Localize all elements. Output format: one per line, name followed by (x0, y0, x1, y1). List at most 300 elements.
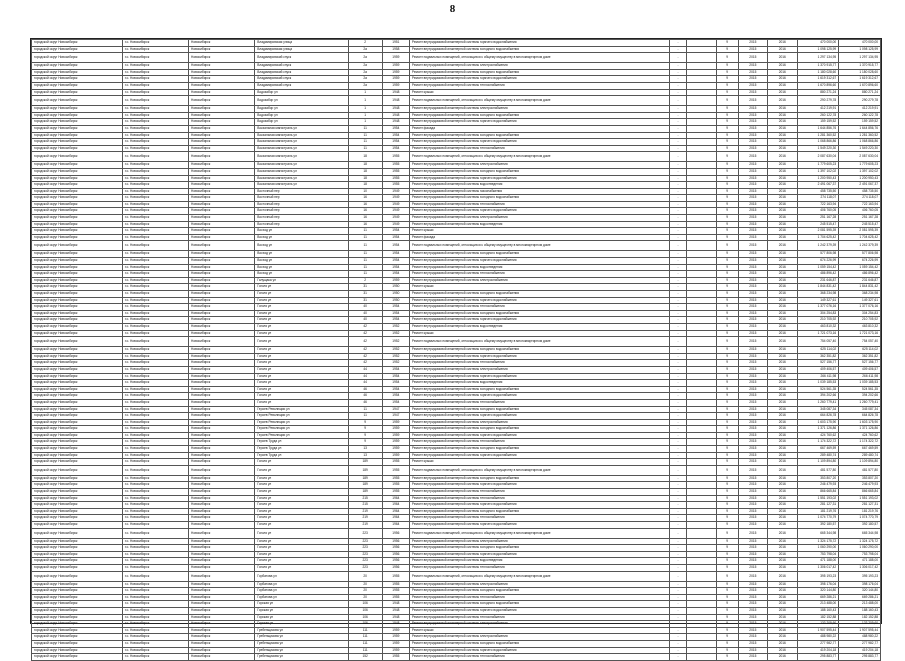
house-number-cell: 18 (348, 182, 382, 189)
start-year-cell: 2015 (738, 366, 767, 373)
dash-cell: - (669, 571, 686, 581)
table-row (32, 380, 881, 387)
count-cell: 9 (716, 125, 738, 132)
cost-total-cell: 1 377 076,16 (839, 304, 881, 311)
table-row (32, 459, 881, 466)
district-cell: городской округ Новосибирск (32, 459, 123, 466)
street-cell: Водозабор ул (255, 96, 348, 106)
cost-total-cell: 182 152,88 (839, 614, 881, 621)
build-year-cell: 1956 (382, 558, 409, 565)
dash-cell: - (669, 337, 686, 347)
district-cell: городской округ Новосибирск (32, 413, 123, 420)
locality-cell: Новосибирск (189, 195, 255, 202)
city-cell: г.о. Новосибирск (122, 317, 188, 324)
blank-cell (687, 234, 716, 241)
cost-total-cell: 471 188,00 (839, 558, 881, 565)
table-row (32, 347, 881, 354)
blank-cell (687, 399, 716, 406)
build-year-cell: 1956 (382, 551, 409, 558)
count-cell: 9 (716, 132, 738, 139)
count-cell: 9 (716, 508, 738, 515)
count-cell: 9 (716, 175, 738, 182)
locality-cell: Новосибирск (189, 347, 255, 354)
cost-cell: 133 209,60 (797, 621, 839, 628)
count-cell: 9 (716, 621, 738, 628)
table-row (32, 162, 881, 169)
cost-total-cell: 1 644 856,76 (839, 125, 881, 132)
city-cell: г.о. Новосибирск (122, 426, 188, 433)
district-cell: городской округ Новосибирск (32, 634, 123, 641)
start-year-cell: 2015 (738, 152, 767, 162)
build-year-cell: 1956 (382, 545, 409, 552)
street-cell: Гоголя ул (255, 386, 348, 393)
cost-total-cell: 266 411,98 (839, 373, 881, 380)
count-cell: 9 (716, 588, 738, 595)
work-type-cell: Ремонт внутридомовой инженерной системы холодного водоснабжения (409, 168, 669, 175)
district-cell: городской округ Новосибирск (32, 373, 123, 380)
blank-cell (687, 277, 716, 284)
count-cell: 9 (716, 446, 738, 453)
blank-cell (687, 119, 716, 126)
city-cell: г.о. Новосибирск (122, 297, 188, 304)
house-number-cell: 2а (348, 46, 382, 53)
build-year-cell: 1954 (382, 145, 409, 152)
start-year-cell: 2015 (738, 337, 767, 347)
blank-cell (687, 195, 716, 202)
city-cell: г.о. Новосибирск (122, 152, 188, 162)
house-number-cell: 9 (348, 426, 382, 433)
city-cell: г.о. Новосибирск (122, 310, 188, 317)
dash-cell: - (669, 145, 686, 152)
cost-total-cell: 277 982,77 (839, 640, 881, 647)
district-cell: городской округ Новосибирск (32, 125, 123, 132)
count-cell: 9 (716, 551, 738, 558)
count-cell: 9 (716, 607, 738, 614)
house-number-cell: 42 (348, 353, 382, 360)
end-year-cell: 2016 (768, 571, 797, 581)
cost-cell: 1 551 193,02 (797, 495, 839, 502)
city-cell: г.о. Новосибирск (122, 112, 188, 119)
start-year-cell: 2015 (738, 588, 767, 595)
house-number-cell: 9 (348, 419, 382, 426)
dash-cell: - (669, 304, 686, 311)
count-cell: 9 (716, 152, 738, 162)
end-year-cell: 2016 (768, 145, 797, 152)
house-number-cell: 215 (348, 502, 382, 509)
blank-cell (687, 228, 716, 235)
work-type-cell: Ремонт внутридомовой инженерной системы теплоснабжения (409, 654, 669, 661)
blank-cell (687, 621, 716, 628)
build-year-cell: 1959 (382, 647, 409, 654)
cost-total-cell: 524 561,35 (839, 386, 881, 393)
work-type-cell: Ремонт внутридомовой инженерной системы электроснабжения (409, 277, 669, 284)
blank-cell (687, 538, 716, 545)
street-cell: Водозабор ул (255, 106, 348, 113)
blank-cell (687, 640, 716, 647)
house-number-cell: 2а (348, 69, 382, 76)
locality-cell: Новосибирск (189, 551, 255, 558)
street-cell: Гребенщикова ул (255, 634, 348, 641)
build-year-cell: 1955 (382, 162, 409, 169)
count-cell: 9 (716, 528, 738, 538)
dash-cell: - (669, 208, 686, 215)
work-type-cell: Ремонт подвальных помещений, относящихся к общему имуществу в многоквартирном доме (409, 241, 669, 251)
city-cell: г.о. Новосибирск (122, 360, 188, 367)
work-type-cell: Ремонт внутридомовой инженерной системы горячего водоснабжения (409, 353, 669, 360)
street-cell: Гоголя ул (255, 317, 348, 324)
house-number-cell: 106 (348, 621, 382, 628)
city-cell: г.о. Новосибирск (122, 380, 188, 387)
count-cell: 9 (716, 201, 738, 208)
start-year-cell: 2015 (738, 125, 767, 132)
street-cell: Восход ул (255, 228, 348, 235)
city-cell: г.о. Новосибирск (122, 571, 188, 581)
dash-cell: - (669, 489, 686, 496)
start-year-cell: 2015 (738, 221, 767, 228)
count-cell: 9 (716, 347, 738, 354)
district-cell: городской округ Новосибирск (32, 40, 123, 47)
cost-total-cell: 1 907 595,44 (839, 627, 881, 634)
dash-cell: - (669, 482, 686, 489)
house-number-cell: 152 (348, 654, 382, 661)
cost-cell: 470 000,00 (797, 40, 839, 47)
house-number-cell: 9 (348, 439, 382, 446)
street-cell: Гоголя ул (255, 515, 348, 522)
house-number-cell: 189 (348, 465, 382, 475)
blank-cell (687, 271, 716, 278)
count-cell: 9 (716, 168, 738, 175)
build-year-cell: 1949 (382, 201, 409, 208)
cost-cell: 409 406,57 (797, 366, 839, 373)
dash-cell: - (669, 132, 686, 139)
start-year-cell: 2015 (738, 310, 767, 317)
house-number-cell: 16 (348, 208, 382, 215)
locality-cell: Новосибирск (189, 601, 255, 608)
city-cell: г.о. Новосибирск (122, 432, 188, 439)
dash-cell: - (669, 221, 686, 228)
build-year-cell: 1954 (382, 264, 409, 271)
house-number-cell: 223 (348, 558, 382, 565)
city-cell: г.о. Новосибирск (122, 607, 188, 614)
dash-cell: - (669, 607, 686, 614)
cost-cell: 1 603 175,90 (797, 419, 839, 426)
count-cell: 9 (716, 277, 738, 284)
cost-total-cell: 2 087 630,04 (839, 152, 881, 162)
work-type-cell: Ремонт внутридомовой инженерной системы холодного водоснабжения (409, 195, 669, 202)
build-year-cell: 1949 (382, 208, 409, 215)
count-cell: 9 (716, 515, 738, 522)
blank-cell (687, 258, 716, 265)
house-number-cell: 1 (348, 106, 382, 113)
work-type-cell: Ремонт внутридомовой инженерной системы водоотведения (409, 380, 669, 387)
cost-cell: 2 081 595,39 (797, 228, 839, 235)
start-year-cell: 2015 (738, 528, 767, 538)
locality-cell: Новосибирск (189, 119, 255, 126)
cost-cell: 398 176,04 (797, 581, 839, 588)
dash-cell: - (669, 330, 686, 337)
dash-cell: - (669, 558, 686, 565)
house-number-cell: 2 (348, 277, 382, 284)
work-type-cell: Ремонт внутридомовой инженерной системы горячего водоснабжения (409, 551, 669, 558)
locality-cell: Новосибирск (189, 277, 255, 284)
cost-cell: 1 721 073,16 (797, 330, 839, 337)
build-year-cell: 1959 (382, 452, 409, 459)
cost-cell: 481 577,80 (797, 465, 839, 475)
district-cell: городской округ Новосибирск (32, 175, 123, 182)
cost-cell: 463 810,32 (797, 323, 839, 330)
count-cell: 9 (716, 69, 738, 76)
district-cell: городской округ Новосибирск (32, 581, 123, 588)
locality-cell: Новосибирск (189, 132, 255, 139)
house-number-cell: 219 (348, 515, 382, 522)
count-cell: 9 (716, 640, 738, 647)
count-cell: 9 (716, 162, 738, 169)
city-cell: г.о. Новосибирск (122, 614, 188, 621)
work-type-cell: Ремонт внутридомовой инженерной системы электроснабжения (409, 634, 669, 641)
city-cell: г.о. Новосибирск (122, 399, 188, 406)
table-row (32, 215, 881, 222)
locality-cell: Новосибирск (189, 228, 255, 235)
table-row (32, 373, 881, 380)
city-cell: г.о. Новосибирск (122, 413, 188, 420)
end-year-cell: 2016 (768, 607, 797, 614)
count-cell: 9 (716, 337, 738, 347)
end-year-cell: 2016 (768, 304, 797, 311)
start-year-cell: 2015 (738, 347, 767, 354)
house-number-cell: 111 (348, 627, 382, 634)
street-cell: Вокзальная магистраль ул (255, 152, 348, 162)
blank-cell (687, 291, 716, 298)
work-type-cell: Ремонт внутридомовой инженерной системы горячего водоснабжения (409, 522, 669, 529)
district-cell: городской округ Новосибирск (32, 432, 123, 439)
dash-cell: - (669, 284, 686, 291)
end-year-cell: 2016 (768, 291, 797, 298)
start-year-cell: 2015 (738, 182, 767, 189)
cost-cell: 665 344,98 (797, 528, 839, 538)
house-number-cell: 46 (348, 393, 382, 400)
locality-cell: Новосибирск (189, 106, 255, 113)
locality-cell: Новосибирск (189, 89, 255, 96)
blank-cell (687, 337, 716, 347)
street-cell: Гоголя ул (255, 304, 348, 311)
house-number-cell: 111 (348, 647, 382, 654)
city-cell: г.о. Новосибирск (122, 551, 188, 558)
work-type-cell: Ремонт внутридомовой инженерной системы теплоснабжения (409, 564, 669, 571)
house-number-cell: 44 (348, 373, 382, 380)
city-cell: г.о. Новосибирск (122, 139, 188, 146)
street-cell: Героев Труда ул (255, 439, 348, 446)
dash-cell: - (669, 152, 686, 162)
count-cell: 9 (716, 419, 738, 426)
blank-cell (687, 594, 716, 601)
end-year-cell: 2016 (768, 489, 797, 496)
cost-cell: 353 807,20 (797, 475, 839, 482)
cost-cell: 213 488,00 (797, 601, 839, 608)
cost-cell: 210 705,92 (797, 317, 839, 324)
cost-cell: 362 351,82 (797, 353, 839, 360)
end-year-cell: 2016 (768, 621, 797, 628)
blank-cell (687, 380, 716, 387)
locality-cell: Новосибирск (189, 215, 255, 222)
cost-total-cell: 2 491 067,37 (839, 182, 881, 189)
district-cell: городской округ Новосибирск (32, 310, 123, 317)
district-cell: городской округ Новосибирск (32, 304, 123, 311)
start-year-cell: 2015 (738, 76, 767, 83)
street-cell: Горская ул (255, 601, 348, 608)
count-cell: 9 (716, 106, 738, 113)
end-year-cell: 2016 (768, 132, 797, 139)
table-row (32, 594, 881, 601)
start-year-cell: 2015 (738, 406, 767, 413)
cost-cell: 1 549 220,30 (797, 145, 839, 152)
district-cell: городской округ Новосибирск (32, 228, 123, 235)
cost-total-cell: 394 202,66 (839, 393, 881, 400)
count-cell: 9 (716, 76, 738, 83)
blank-cell (687, 393, 716, 400)
work-type-cell: Ремонт внутридомовой инженерной системы горячего водоснабжения (409, 139, 669, 146)
table-row (32, 452, 881, 459)
start-year-cell: 2015 (738, 419, 767, 426)
blank-cell (687, 522, 716, 529)
street-cell: Гоголя ул (255, 495, 348, 502)
street-cell: Владимировский спуск (255, 82, 348, 89)
blank-cell (687, 614, 716, 621)
cost-cell: 1 109 894,80 (797, 459, 839, 466)
cost-total-cell: 667 469,59 (839, 446, 881, 453)
city-cell: г.о. Новосибирск (122, 446, 188, 453)
district-cell: городской округ Новосибирск (32, 195, 123, 202)
table-row (32, 627, 881, 634)
dash-cell: - (669, 640, 686, 647)
count-cell: 9 (716, 393, 738, 400)
cost-cell: 1 370 915,77 (797, 63, 839, 70)
table-row (32, 515, 881, 522)
work-type-cell: Ремонт крыши (409, 330, 669, 337)
dash-cell: - (669, 317, 686, 324)
work-type-cell: Ремонт внутридомовой инженерной системы теплоснабжения (409, 304, 669, 311)
table-row (32, 40, 881, 47)
end-year-cell: 2016 (768, 601, 797, 608)
blank-cell (687, 201, 716, 208)
cost-cell: 524 561,35 (797, 386, 839, 393)
district-cell: городской округ Новосибирск (32, 297, 123, 304)
start-year-cell: 2015 (738, 323, 767, 330)
cost-total-cell: 754 057,40 (839, 337, 881, 347)
street-cell: Восход ул (255, 251, 348, 258)
district-cell: городской округ Новосибирск (32, 406, 123, 413)
district-cell: городской округ Новосибирск (32, 251, 123, 258)
build-year-cell: 1949 (382, 221, 409, 228)
count-cell: 9 (716, 571, 738, 581)
count-cell: 9 (716, 310, 738, 317)
city-cell: г.о. Новосибирск (122, 647, 188, 654)
blank-cell (687, 419, 716, 426)
street-cell: Горбатова ул (255, 588, 348, 595)
district-cell: городской округ Новосибирск (32, 119, 123, 126)
dash-cell: - (669, 271, 686, 278)
locality-cell: Новосибирск (189, 201, 255, 208)
work-type-cell: Ремонт внутридомовой инженерной системы горячего водоснабжения (409, 413, 669, 420)
house-number-cell: 31 (348, 284, 382, 291)
street-cell: Восточный пер (255, 195, 348, 202)
district-cell: городской округ Новосибирск (32, 654, 123, 661)
build-year-cell: 1955 (382, 571, 409, 581)
work-type-cell: Ремонт внутридомовой инженерной системы горячего водоснабжения (409, 373, 669, 380)
work-type-cell: Ремонт внутридомовой инженерной системы теплоснабжения (409, 399, 669, 406)
blank-cell (687, 581, 716, 588)
dash-cell: - (669, 251, 686, 258)
cost-total-cell: 210 705,92 (839, 317, 881, 324)
district-cell: городской округ Новосибирск (32, 112, 123, 119)
end-year-cell: 2016 (768, 426, 797, 433)
city-cell: г.о. Новосибирск (122, 304, 188, 311)
start-year-cell: 2015 (738, 495, 767, 502)
locality-cell: Новосибирск (189, 426, 255, 433)
build-year-cell: 1955 (382, 482, 409, 489)
start-year-cell: 2015 (738, 545, 767, 552)
blank-cell (687, 284, 716, 291)
dash-cell: - (669, 380, 686, 387)
build-year-cell: 1949 (382, 188, 409, 195)
district-cell: городской округ Новосибирск (32, 439, 123, 446)
dash-cell: - (669, 581, 686, 588)
build-year-cell: 1954 (382, 271, 409, 278)
district-cell: городской округ Новосибирск (32, 489, 123, 496)
build-year-cell: 1954 (382, 393, 409, 400)
dash-cell: - (669, 508, 686, 515)
table-row (32, 139, 881, 146)
cost-total-cell: 392 180,57 (839, 522, 881, 529)
end-year-cell: 2016 (768, 241, 797, 251)
cost-total-cell: 1 603 175,90 (839, 419, 881, 426)
blank-cell (687, 125, 716, 132)
street-cell: Галущака ул (255, 277, 348, 284)
locality-cell: Новосибирск (189, 459, 255, 466)
street-cell: Вокзальная магистраль ул (255, 125, 348, 132)
street-cell: Гоголя ул (255, 330, 348, 337)
city-cell: г.о. Новосибирск (122, 581, 188, 588)
dash-cell: - (669, 277, 686, 284)
start-year-cell: 2015 (738, 208, 767, 215)
table-row (32, 337, 881, 347)
dash-cell: - (669, 323, 686, 330)
cost-cell: 625 114,02 (797, 347, 839, 354)
build-year-cell: 1955 (382, 475, 409, 482)
house-number-cell: 9 (348, 432, 382, 439)
work-type-cell: Ремонт подвальных помещений, относящихся к общему имуществу в многоквартирном доме (409, 96, 669, 106)
table-row (32, 446, 881, 453)
dash-cell: - (669, 168, 686, 175)
cost-cell: 880 271,24 (797, 89, 839, 96)
cost-total-cell: 181 219,76 (839, 508, 881, 515)
cost-total-cell: 1 060 290,00 (839, 545, 881, 552)
district-cell: городской округ Новосибирск (32, 208, 123, 215)
dash-cell: - (669, 82, 686, 89)
table-row (32, 634, 881, 641)
start-year-cell: 2015 (738, 465, 767, 475)
street-cell: Восточный пер (255, 208, 348, 215)
locality-cell: Новосибирск (189, 168, 255, 175)
city-cell: г.о. Новосибирск (122, 53, 188, 63)
cost-cell: 1 059 154,42 (797, 264, 839, 271)
locality-cell: Новосибирск (189, 175, 255, 182)
end-year-cell: 2016 (768, 594, 797, 601)
table-row (32, 439, 881, 446)
cost-cell: 1 039 185,53 (797, 380, 839, 387)
start-year-cell: 2015 (738, 89, 767, 96)
city-cell: г.о. Новосибирск (122, 241, 188, 251)
table-row (32, 482, 881, 489)
